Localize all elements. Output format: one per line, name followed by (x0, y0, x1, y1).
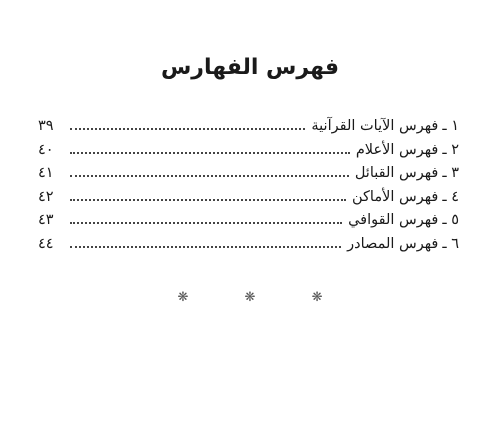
entry-title: فهرس الآيات القرآنية (311, 118, 439, 134)
page-number: ٤٤ (38, 235, 54, 252)
entry-number: ٣ ـ (442, 165, 459, 181)
page-number: ٤٠ (38, 141, 54, 158)
page-title: فهرس الفهارس (160, 55, 340, 80)
dot-leader (70, 199, 346, 201)
dot-leader (70, 222, 342, 224)
entry-title: فهرس الأماكن (351, 188, 439, 205)
toc-entry (38, 189, 459, 213)
entry-title: فهرس القوافي (348, 212, 439, 228)
table-of-contents (38, 118, 459, 259)
entry-title: فهرس الأعلام (355, 141, 439, 158)
toc-entry (38, 142, 459, 166)
dot-leader (70, 152, 350, 154)
dot-leader (70, 175, 349, 177)
dot-leader (70, 128, 305, 130)
page-number: ٣٩ (38, 118, 54, 134)
toc-entry (38, 118, 459, 142)
toc-entry (38, 236, 459, 260)
entry-title: فهرس المصادر (347, 235, 439, 252)
dot-leader (70, 246, 341, 248)
entry-number: ٢ ـ (442, 141, 459, 158)
entry-number: ٤ ـ (442, 188, 459, 205)
page-number: ٤١ (38, 165, 54, 181)
page-number: ٤٣ (38, 212, 54, 228)
entry-title: فهرس القبائل (354, 165, 439, 181)
toc-entry (38, 165, 459, 189)
toc-entry (38, 212, 459, 236)
ornament-divider: ❋ ❋ ❋ (177, 290, 349, 305)
entry-number: ١ ـ (442, 118, 459, 134)
entry-number: ٥ ـ (442, 212, 459, 228)
entry-number: ٦ ـ (442, 235, 459, 252)
page-number: ٤٢ (38, 188, 54, 205)
